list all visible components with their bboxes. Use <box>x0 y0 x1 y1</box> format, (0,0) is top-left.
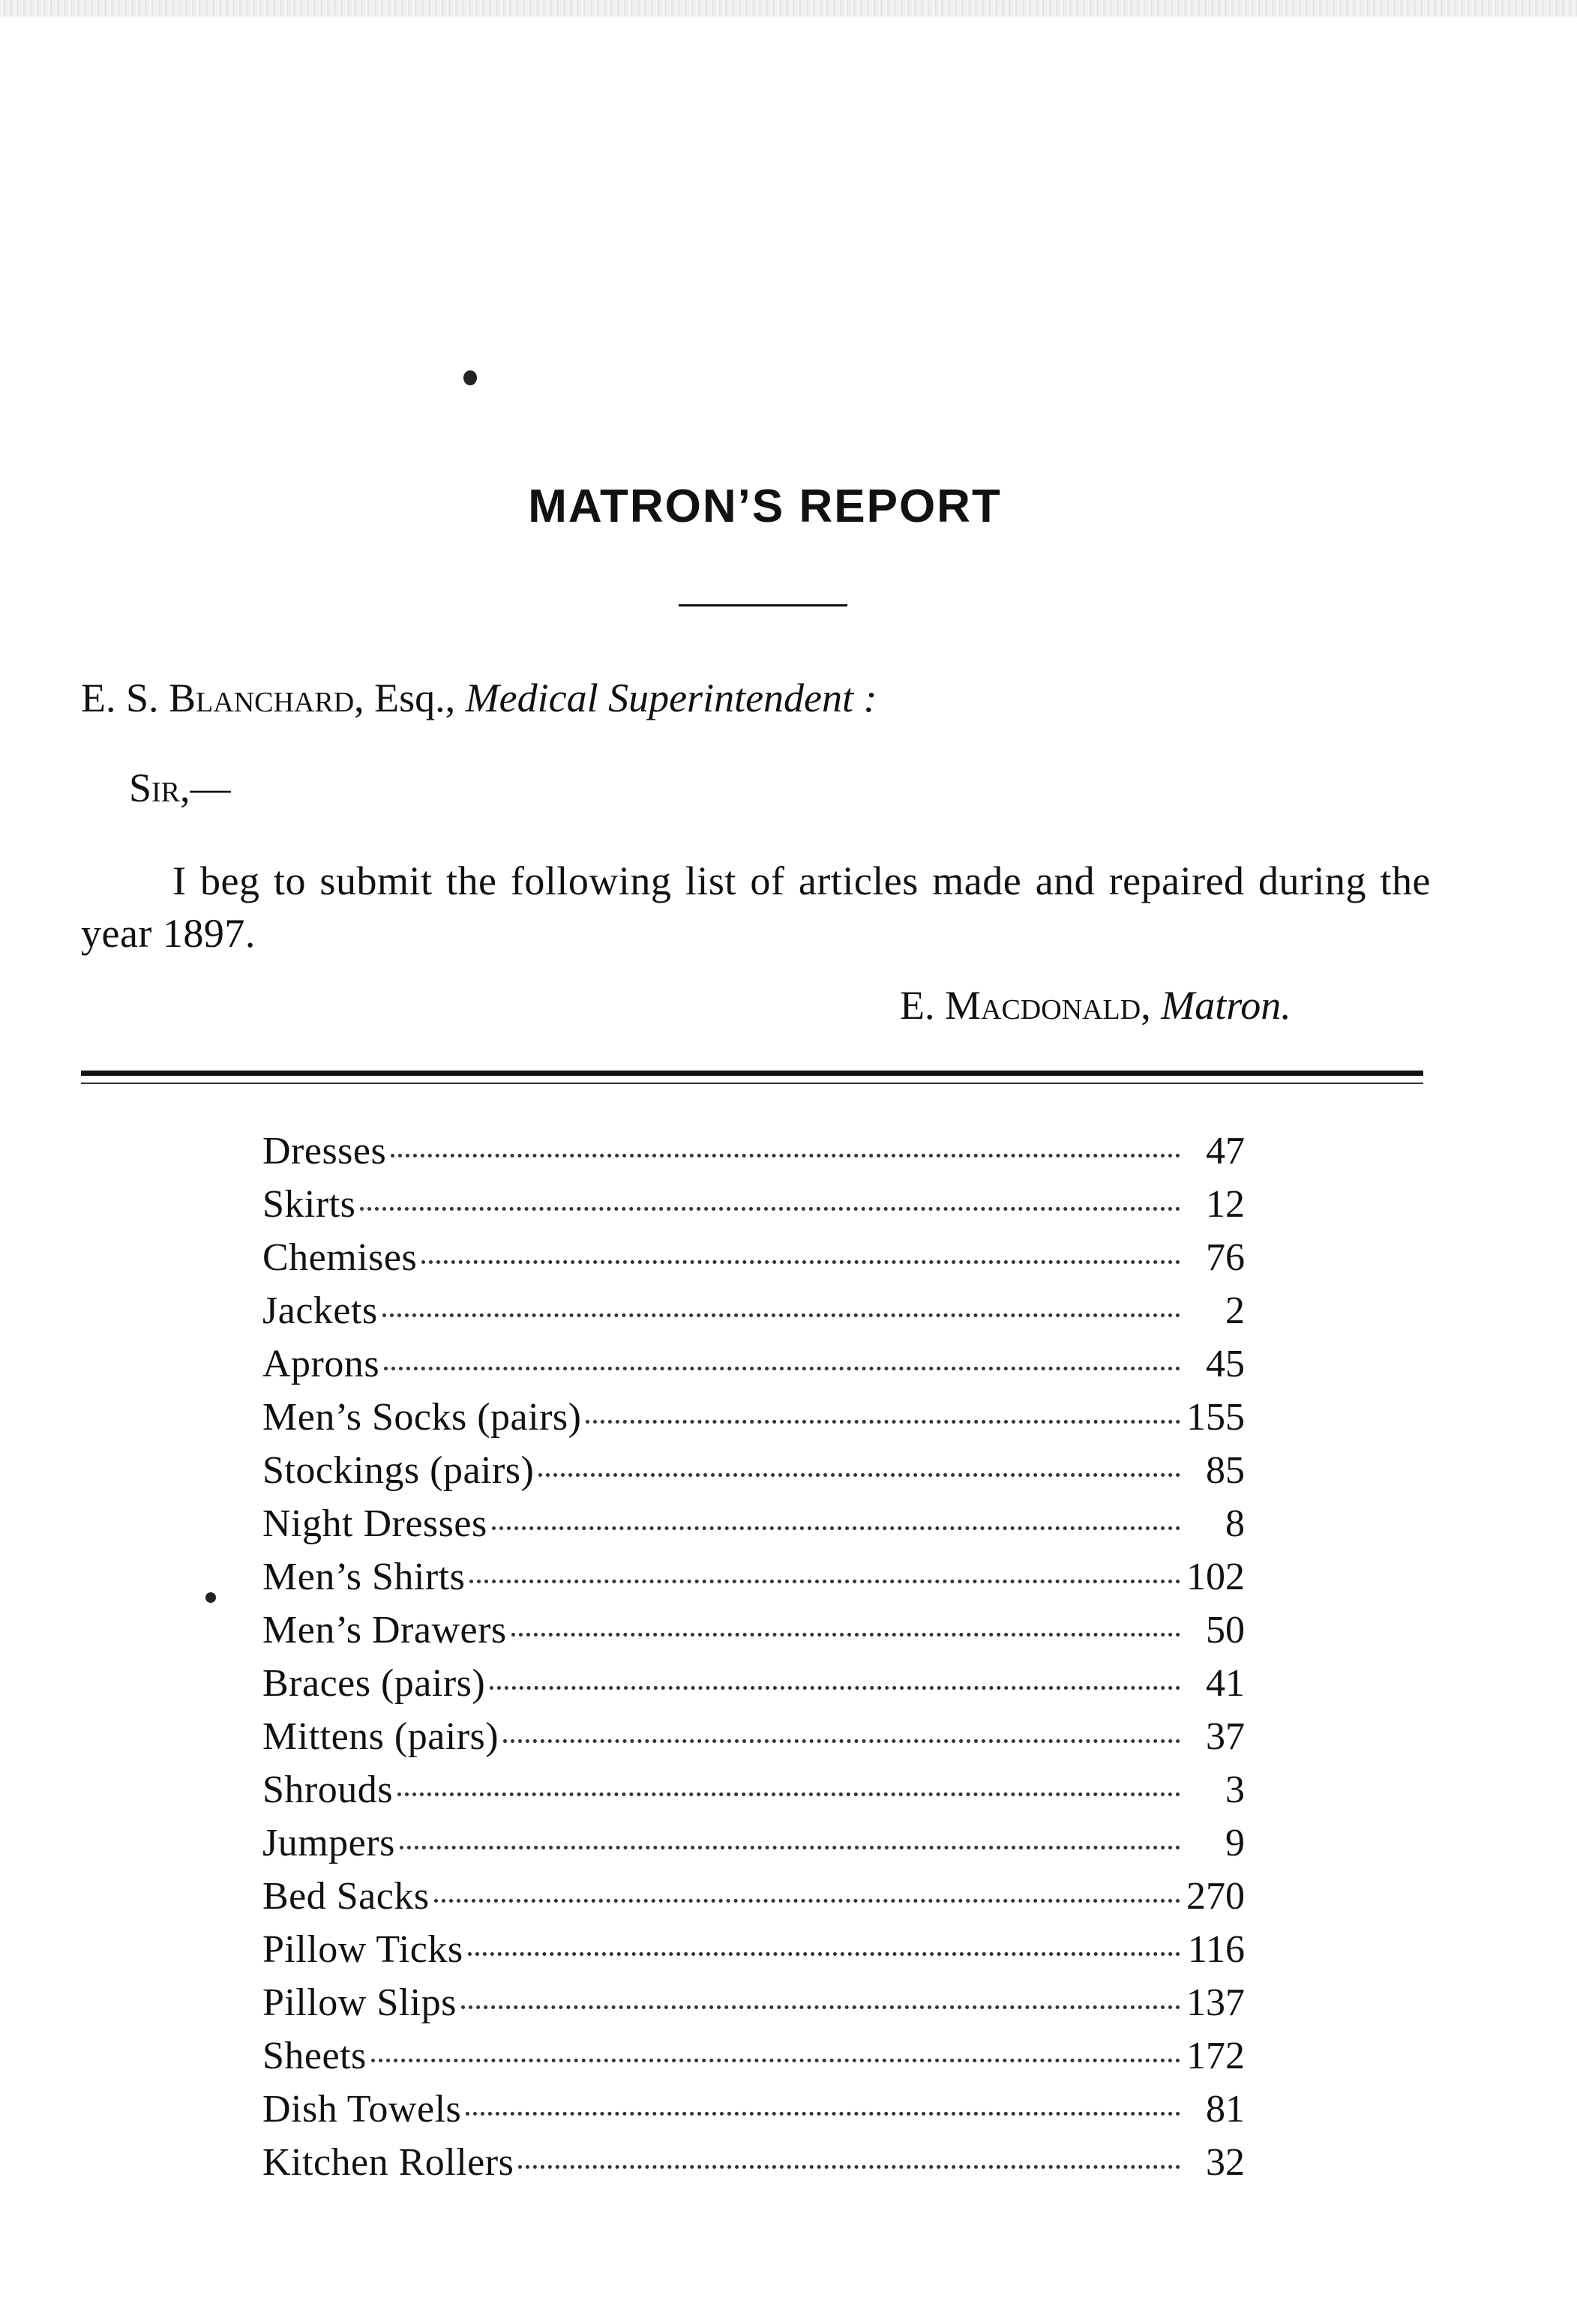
recipient-role: Medical Superintendent : <box>465 675 877 720</box>
recipient-line <box>81 675 877 721</box>
ink-speck <box>463 370 477 385</box>
article-label: Men’s Socks (pairs) <box>262 1396 582 1439</box>
recipient-suffix: , Esq., <box>354 675 466 720</box>
section-divider-thick <box>81 1071 1423 1076</box>
dot-leader <box>397 1792 1180 1796</box>
list-item <box>262 1923 1245 1976</box>
list-item <box>262 1178 1245 1231</box>
list-item <box>262 1444 1245 1497</box>
article-count: 9 <box>1225 1822 1245 1864</box>
list-item <box>262 1870 1245 1923</box>
salutation: Sir,— <box>129 765 231 810</box>
article-count: 172 <box>1186 2035 1245 2077</box>
list-item <box>262 1497 1245 1550</box>
article-count: 155 <box>1186 1396 1245 1439</box>
list-item <box>262 1763 1245 1816</box>
article-label: Mittens (pairs) <box>262 1715 499 1758</box>
article-label: Pillow Ticks <box>262 1928 463 1971</box>
article-label: Dresses <box>262 1130 387 1172</box>
dot-leader <box>468 1952 1180 1956</box>
dot-leader <box>391 1154 1180 1158</box>
dot-leader <box>466 2112 1180 2116</box>
title-divider <box>679 604 847 606</box>
dot-leader <box>538 1473 1180 1477</box>
article-count: 3 <box>1225 1768 1245 1811</box>
article-label: Men’s Drawers <box>262 1609 507 1652</box>
article-label: Men’s Shirts <box>262 1556 466 1598</box>
dot-leader <box>518 2165 1180 2169</box>
report-title: MATRON’S REPORT <box>528 481 1002 532</box>
article-label: Shrouds <box>262 1768 393 1811</box>
list-item <box>262 1816 1245 1870</box>
dot-leader <box>434 1899 1180 1903</box>
article-label: Stockings (pairs) <box>262 1449 535 1492</box>
dot-leader <box>371 2059 1180 2062</box>
list-item <box>262 2029 1245 2083</box>
article-count: 116 <box>1187 1928 1245 1971</box>
article-count: 102 <box>1186 1556 1245 1598</box>
article-label: Sheets <box>262 2035 367 2077</box>
dot-leader <box>461 2005 1180 2009</box>
article-label: Kitchen Rollers <box>262 2141 514 2184</box>
dot-leader <box>492 1526 1180 1530</box>
list-item <box>262 1125 1245 1178</box>
article-label: Dish Towels <box>262 2088 462 2131</box>
list-item <box>262 1231 1245 1284</box>
report-body: I beg to submit the following list of articles made and repaired during the year 1897. <box>81 858 1431 956</box>
signatory-separator: , <box>1141 983 1162 1028</box>
list-item <box>262 1337 1245 1391</box>
list-item <box>262 1657 1245 1710</box>
article-count: 32 <box>1206 2141 1245 2184</box>
dot-leader <box>400 1846 1180 1849</box>
dot-leader <box>503 1739 1180 1743</box>
article-count: 50 <box>1206 1609 1245 1652</box>
article-count: 12 <box>1206 1183 1245 1226</box>
article-label: Night Dresses <box>262 1502 487 1545</box>
list-item <box>262 1976 1245 2029</box>
dot-leader <box>421 1260 1180 1264</box>
article-count: 85 <box>1206 1449 1245 1492</box>
dot-leader <box>384 1367 1180 1370</box>
article-label: Chemises <box>262 1236 418 1279</box>
articles-list <box>262 1125 1245 2189</box>
dot-leader <box>360 1207 1180 1211</box>
signatory-name: E. Macdonald <box>900 983 1141 1028</box>
article-count: 37 <box>1206 1715 1245 1758</box>
article-label: Braces (pairs) <box>262 1662 486 1705</box>
article-label: Aprons <box>262 1343 380 1385</box>
dot-leader <box>469 1580 1180 1583</box>
article-label: Skirts <box>262 1183 356 1226</box>
article-label: Pillow Slips <box>262 1981 457 2024</box>
list-item <box>262 2136 1245 2189</box>
article-label: Bed Sacks <box>262 1875 430 1918</box>
article-count: 2 <box>1225 1289 1245 1332</box>
article-label: Jumpers <box>262 1822 395 1864</box>
list-item <box>262 1550 1245 1604</box>
article-count: 137 <box>1186 1981 1245 2024</box>
ink-speck <box>205 1592 216 1603</box>
recipient-name: E. S. Blanchard <box>81 675 355 720</box>
article-count: 81 <box>1206 2088 1245 2131</box>
dot-leader <box>586 1420 1180 1424</box>
article-count: 47 <box>1206 1130 1245 1172</box>
article-count: 45 <box>1206 1343 1245 1385</box>
article-count: 8 <box>1225 1502 1245 1545</box>
list-item <box>262 1710 1245 1763</box>
article-label: Jackets <box>262 1289 378 1332</box>
dot-leader <box>490 1686 1180 1690</box>
signatory-role: Matron. <box>1161 983 1291 1028</box>
article-count: 270 <box>1186 1875 1245 1918</box>
list-item <box>262 1284 1245 1337</box>
list-item <box>262 2083 1245 2136</box>
dot-leader <box>382 1313 1180 1317</box>
list-item <box>262 1604 1245 1657</box>
signature-line <box>900 982 1291 1029</box>
scan-edge-noise <box>0 0 1577 16</box>
article-count: 41 <box>1206 1662 1245 1705</box>
article-count: 76 <box>1206 1236 1245 1279</box>
dot-leader <box>511 1633 1180 1637</box>
section-divider-thin <box>81 1083 1423 1084</box>
list-item <box>262 1391 1245 1444</box>
